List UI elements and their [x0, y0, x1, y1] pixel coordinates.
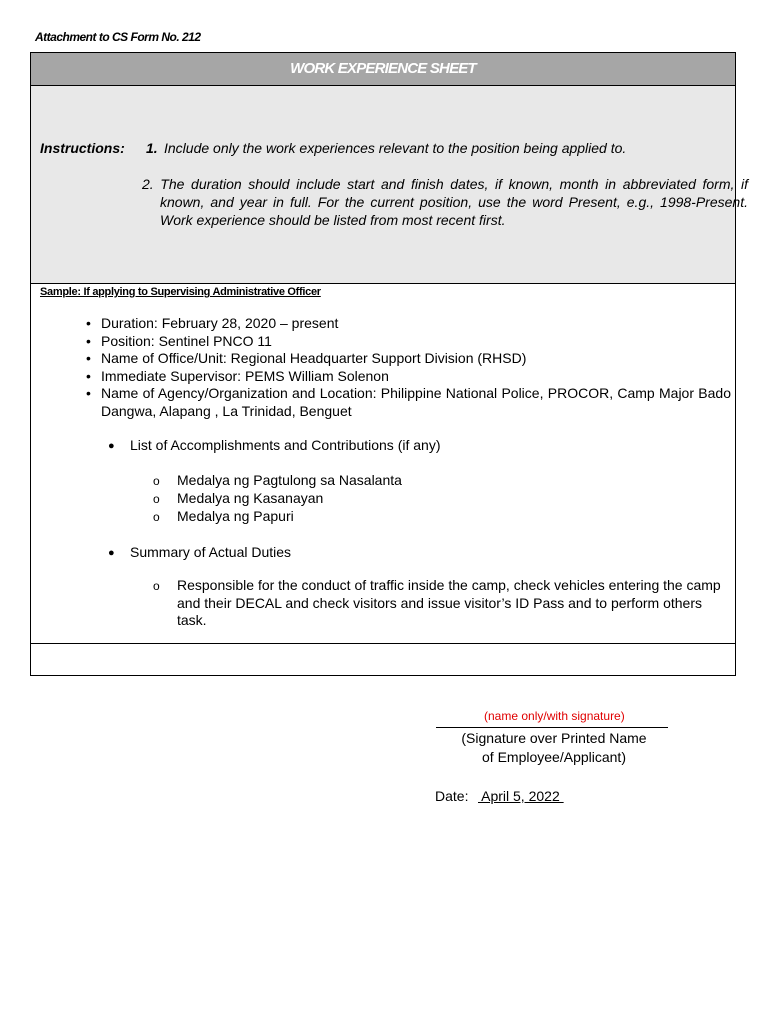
detail-position: Position: Sentinel PNCO 11	[101, 332, 272, 349]
list-item	[79, 350, 731, 368]
instruction-1-number: 1.	[146, 140, 158, 156]
accomplishment-item: Medalya ng Papuri	[177, 508, 294, 524]
detail-duration: Duration: February 28, 2020 – present	[101, 315, 339, 331]
circle-bullet-icon: o	[153, 474, 160, 488]
bullet-icon: ●	[108, 547, 115, 559]
instruction-1: Include only the work experiences relevant to the position being applied to.	[164, 140, 627, 156]
accomplishments-label: List of Accomplishments and Contributions (if any)	[130, 437, 441, 453]
duty-item: Responsible for the conduct of traffic inside the camp, check vehicles entering the camp and their DECAL and check visitors and issue visitor’s ID Pass and to perform others task.	[177, 577, 721, 628]
bullet-icon: •	[86, 315, 91, 331]
list-item	[79, 333, 731, 351]
bullet-icon: •	[86, 385, 91, 401]
signature-line	[436, 727, 668, 728]
attachment-label: Attachment to CS Form No. 212	[35, 30, 201, 44]
detail-office: Name of Office/Unit: Regional Headquarter Support Division (RHSD)	[101, 350, 527, 366]
accomplishment-item: Medalya ng Pagtulong sa Nasalanta	[177, 472, 402, 488]
detail-supervisor: Immediate Supervisor: PEMS William Solenon	[101, 367, 389, 384]
sheet-title: WORK EXPERIENCE SHEET	[31, 53, 735, 86]
sample-details-list	[79, 315, 731, 420]
date-value: April 5, 2022	[478, 788, 564, 804]
signature-caption	[436, 729, 672, 767]
bullet-icon: •	[86, 332, 91, 349]
accomplishment-item: Medalya ng Kasanayan	[177, 490, 324, 506]
list-item	[79, 368, 731, 386]
circle-bullet-icon: o	[153, 492, 160, 506]
sample-heading: Sample: If applying to Supervising Administrative Officer	[40, 286, 321, 298]
row-divider	[31, 643, 735, 644]
signature-note: (name only/with signature)	[484, 709, 625, 723]
bullet-icon: ●	[108, 440, 115, 452]
signature-caption-line2: of Employee/Applicant)	[482, 749, 626, 765]
list-item	[79, 315, 731, 333]
circle-bullet-icon: o	[153, 579, 160, 593]
bullet-icon: •	[86, 367, 91, 384]
work-experience-sheet	[30, 52, 748, 676]
instruction-2: 2. The duration should include start and finish dates, if known, month in abbreviated form, if known, and year in full. For the current position, use the word Present, e.g., 1998-Present. Work experience should be listed from most recent first.	[142, 176, 748, 228]
circle-bullet-icon: o	[153, 510, 160, 524]
duties-label: Summary of Actual Duties	[130, 544, 292, 560]
bullet-icon: •	[86, 350, 91, 366]
detail-agency: Name of Agency/Organization and Location: Philippine National Police, PROCOR, Camp Major Bado Dangwa, Alapang , La Trinidad, Benguet	[101, 385, 731, 419]
date-label: Date:	[435, 788, 469, 804]
instructions-section	[31, 86, 748, 284]
list-item	[79, 385, 731, 420]
instructions-label: Instructions:	[40, 140, 125, 156]
signature-caption-line1: (Signature over Printed Name	[461, 730, 647, 746]
